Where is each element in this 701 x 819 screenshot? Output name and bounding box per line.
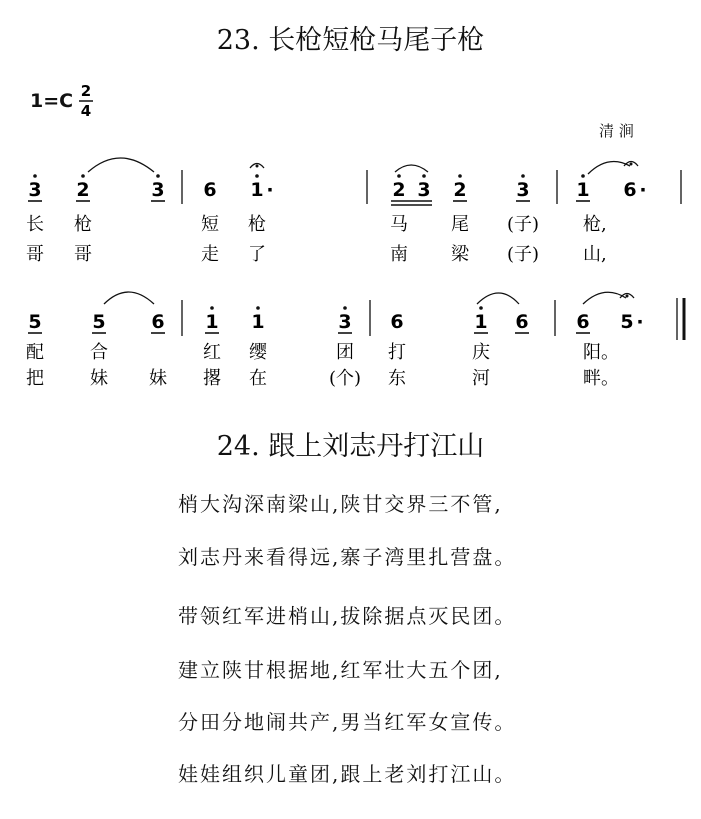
lyric: 山, — [583, 244, 607, 265]
high-octave-dot — [33, 174, 37, 178]
lyric: 合 — [90, 342, 108, 363]
augmentation-dot: · — [639, 179, 647, 201]
lyric: 哥 — [26, 244, 44, 265]
lyric: (子) — [506, 214, 540, 235]
lyric: 梁 — [451, 244, 469, 265]
lyric: 打 — [388, 342, 406, 363]
slur — [583, 292, 626, 304]
verse-line: 娃娃组织儿童团,跟上老刘打江山。 — [178, 762, 517, 786]
lyric: 把 — [26, 368, 44, 389]
verse-line: 建立陕甘根据地,红军壮大五个团, — [178, 658, 503, 682]
high-octave-dot — [581, 174, 585, 178]
high-octave-dot — [343, 306, 347, 310]
high-octave-dot — [255, 174, 259, 178]
lyric: 了 — [248, 244, 266, 265]
note: 5 — [620, 311, 634, 333]
note: 6 — [515, 311, 529, 333]
verse-line: 刘志丹来看得远,寨子湾里扎营盘。 — [178, 545, 517, 569]
note: 3 — [151, 179, 165, 201]
lyric: 枪, — [583, 214, 607, 235]
fermata-dot — [630, 163, 633, 166]
lyric: 庆 — [472, 342, 490, 363]
augmentation-dot: · — [636, 311, 644, 333]
lyric: 妹 — [149, 368, 167, 389]
lyric: 枪 — [248, 214, 266, 235]
high-octave-dot — [81, 174, 85, 178]
lyric: 河 — [472, 368, 490, 389]
note: 1 — [250, 179, 264, 201]
lyric: (子) — [506, 244, 540, 265]
high-octave-dot — [521, 174, 525, 178]
verse-line: 分田分地闹共产,男当红军女宣传。 — [178, 710, 517, 734]
lyric: 团 — [336, 342, 354, 363]
lyric: 长 — [26, 214, 44, 235]
high-octave-dot — [397, 174, 401, 178]
note: 2 — [392, 179, 406, 201]
note: 3 — [338, 311, 352, 333]
slur — [104, 292, 154, 304]
lyric: 哥 — [74, 244, 92, 265]
note: 5 — [28, 311, 42, 333]
slur — [395, 165, 428, 172]
lyric: 畔。 — [583, 368, 619, 389]
note: 3 — [516, 179, 530, 201]
slur — [88, 158, 154, 172]
lyric: 东 — [388, 368, 406, 389]
song-24-title: 24. 跟上刘志丹打江山 — [216, 431, 485, 462]
lyric: 红 — [203, 342, 221, 363]
lyric: 配 — [26, 342, 44, 363]
note: 6 — [390, 311, 404, 333]
time-signature-bottom: 4 — [80, 102, 92, 120]
slur — [477, 293, 519, 304]
lyric: 撂 — [203, 368, 221, 389]
verse-line: 梢大沟深南梁山,陕甘交界三不管, — [178, 492, 503, 516]
note: 1 — [205, 311, 219, 333]
note: 2 — [453, 179, 467, 201]
high-octave-dot — [256, 306, 260, 310]
time-signature-top: 2 — [80, 82, 92, 100]
high-octave-dot — [479, 306, 483, 310]
note: 5 — [92, 311, 106, 333]
lyric: 阳。 — [583, 342, 619, 363]
lyric: 短 — [201, 214, 219, 235]
note: 6 — [151, 311, 165, 333]
note: 1 — [474, 311, 488, 333]
slur — [588, 162, 630, 175]
high-octave-dot — [422, 174, 426, 178]
key-label: 1=C — [30, 90, 74, 112]
song-23-title: 23. 长枪短枪马尾子枪 — [216, 25, 485, 56]
lyric: 妹 — [90, 368, 108, 389]
lyric: 在 — [249, 368, 267, 389]
score-line-1 — [26, 158, 681, 265]
note: 6 — [576, 311, 590, 333]
augmentation-dot: · — [266, 179, 274, 201]
score-line-2 — [26, 292, 684, 389]
high-octave-dot — [156, 174, 160, 178]
lyric: 枪 — [74, 214, 92, 235]
lyric: (个) — [328, 368, 362, 389]
note: 2 — [76, 179, 90, 201]
lyric: 缨 — [249, 342, 267, 363]
fermata-dot — [256, 165, 259, 168]
note: 6 — [203, 179, 217, 201]
author-credit: 清 涧 — [599, 122, 634, 140]
lyric: 尾 — [451, 214, 469, 235]
note: 1 — [576, 179, 590, 201]
lyric: 南 — [390, 244, 408, 265]
fermata-dot — [626, 295, 629, 298]
lyric: 马 — [390, 214, 408, 235]
verse-line: 带领红军进梢山,拔除据点灭民团。 — [178, 604, 517, 628]
note: 1 — [251, 311, 265, 333]
high-octave-dot — [458, 174, 462, 178]
note: 6 — [623, 179, 637, 201]
high-octave-dot — [210, 306, 214, 310]
lyric: 走 — [201, 244, 219, 265]
note: 3 — [28, 179, 42, 201]
note: 3 — [417, 179, 431, 201]
